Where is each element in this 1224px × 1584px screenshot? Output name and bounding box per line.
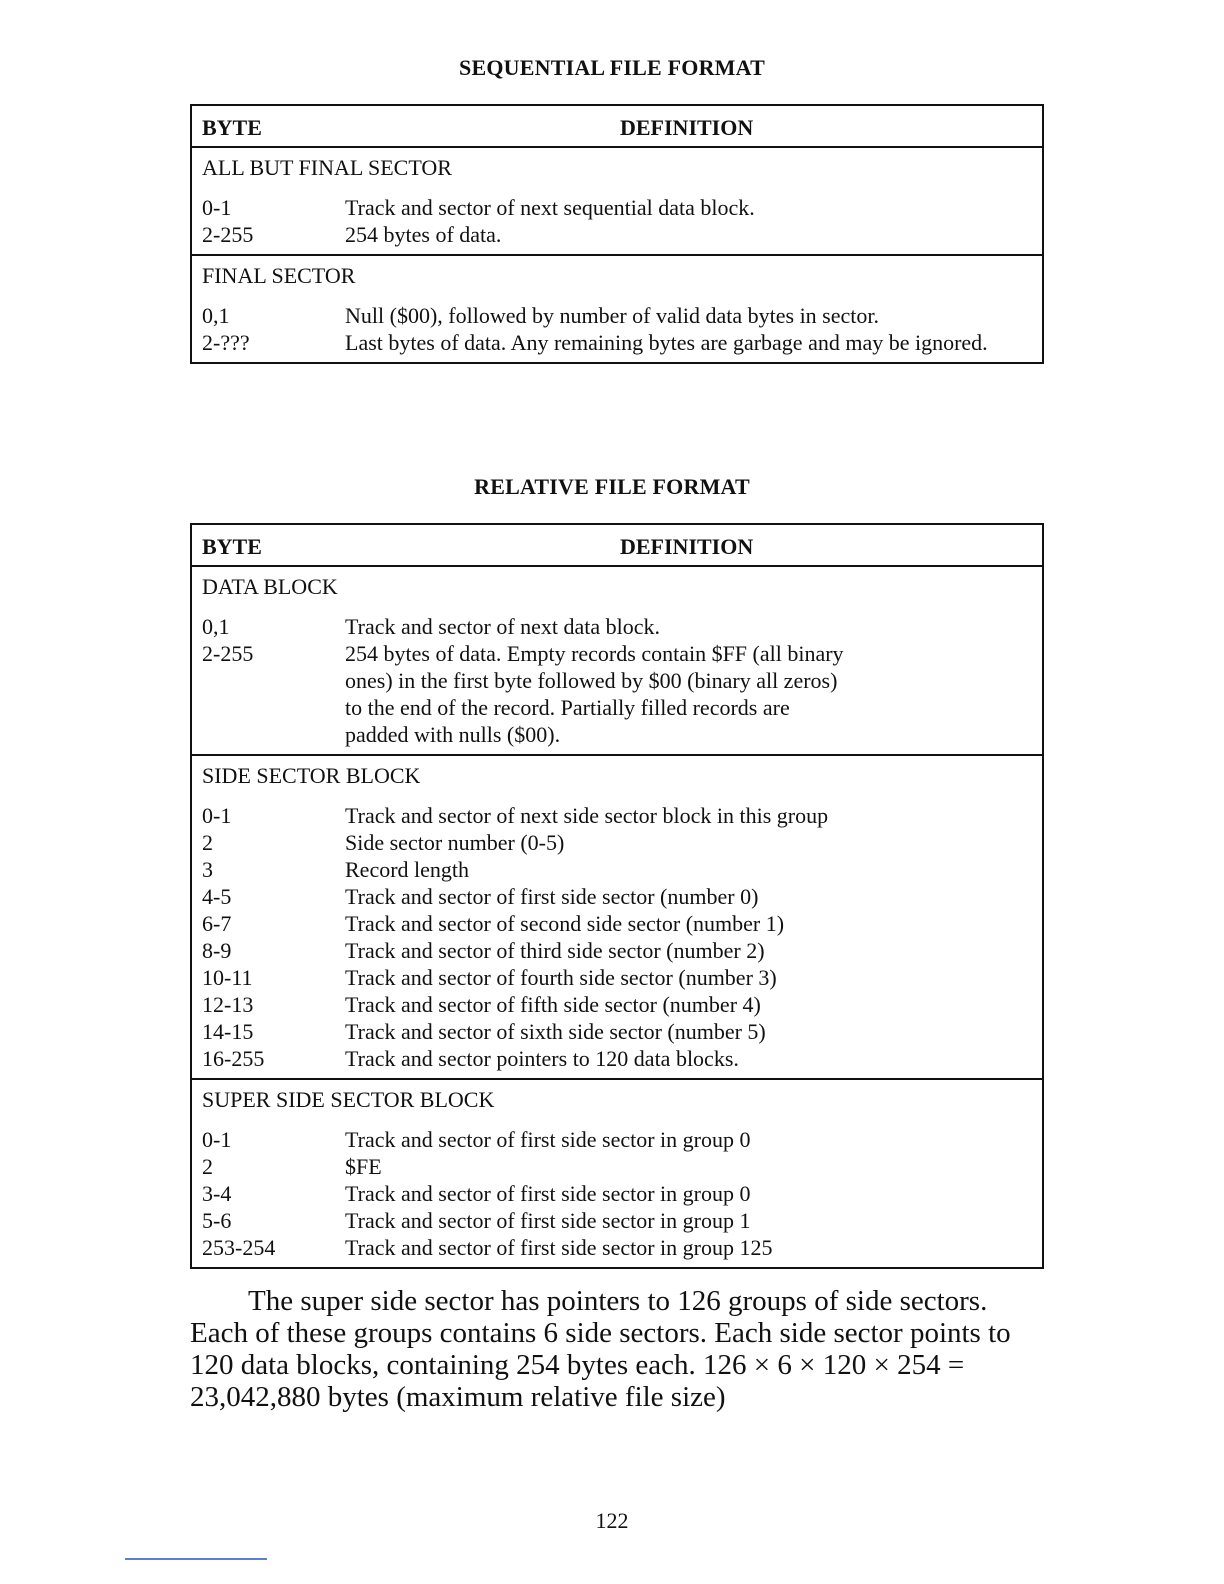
table-row [192,302,1042,329]
table-row [192,1207,1042,1234]
section-title: SIDE SECTOR BLOCK [202,763,421,788]
table-header [192,106,1042,148]
definition-cell: Track and sector pointers to 120 data blocks. [345,1046,739,1071]
byte-cell: 8-9 [202,938,232,963]
table-row [192,829,1042,856]
table-header [192,525,1042,567]
definition-cell: 254 bytes of data. [345,222,502,247]
table-row [192,329,1042,356]
byte-cell: 10-11 [202,965,253,990]
definition-cell: Track and sector of first side sector in group 125 [345,1235,773,1260]
table-row [192,910,1042,937]
relative-format-title: RELATIVE FILE FORMAT [474,474,750,499]
section-title: ALL BUT FINAL SECTOR [202,155,452,180]
definition-cell: Track and sector of fifth side sector (number 4) [345,992,761,1017]
definition-cell: $FE [345,1154,382,1179]
byte-cell: 0,1 [202,614,230,639]
table-row [192,991,1042,1018]
table-row [192,194,1042,221]
table-row [192,802,1042,829]
sequential-format-title: SEQUENTIAL FILE FORMAT [459,55,765,80]
byte-cell: 2 [202,1154,213,1179]
section-title: FINAL SECTOR [202,263,356,288]
definition-cell: 254 bytes of data. Empty records contain $FF (all binary ones) in the first byte followed by $00 (binary all zeros) to the end of the record. Partially filled records are padded with nulls ($00). [345,641,844,747]
body-paragraph: The super side sector has pointers to 126 groups of side sectors. Each of these groups contains 6 side sectors. Each side sector points to 120 data blocks, containing 254 bytes each. 126 × 6 × 120 × 254 = 23,042,880 bytes (maximum relative file size) [190,1285,1011,1413]
table-row [192,964,1042,991]
definition-cell: Track and sector of first side sector in group 0 [345,1181,751,1206]
definition-cell: Track and sector of next data block. [345,614,661,639]
byte-column-header: BYTE [202,115,262,140]
definition-column-header: DEFINITION [620,115,754,140]
byte-column-header: BYTE [202,534,262,559]
definition-cell: Track and sector of third side sector (number 2) [345,938,765,963]
table-row [192,613,1042,640]
section-title: SUPER SIDE SECTOR BLOCK [202,1087,495,1112]
definition-cell: Track and sector of next sequential data block. [345,195,755,220]
table-row [192,883,1042,910]
table-section [192,256,1042,362]
section-title: DATA BLOCK [202,574,338,599]
sequential-format-table [190,104,1044,364]
byte-cell: 16-255 [202,1046,265,1071]
byte-cell: 253-254 [202,1235,276,1260]
definition-cell: Track and sector of first side sector in group 0 [345,1127,751,1152]
byte-cell: 2-??? [202,330,250,355]
table-section [192,756,1042,1080]
definition-cell: Side sector number (0-5) [345,830,565,855]
byte-cell: 0-1 [202,803,232,828]
definition-cell: Track and sector of second side sector (number 1) [345,911,785,936]
table-row [192,640,1042,748]
byte-cell: 4-5 [202,884,232,909]
byte-cell: 0-1 [202,195,232,220]
table-row [192,937,1042,964]
byte-cell: 3-4 [202,1181,232,1206]
definition-cell: Track and sector of fourth side sector (number 3) [345,965,777,990]
table-row [192,1153,1042,1180]
definition-column-header: DEFINITION [620,534,754,559]
scan-artifact-line [125,1558,267,1560]
table-row [192,1180,1042,1207]
byte-cell: 0-1 [202,1127,232,1152]
definition-cell: Track and sector of sixth side sector (number 5) [345,1019,766,1044]
byte-cell: 2 [202,830,213,855]
byte-cell: 2-255 [202,641,254,666]
byte-cell: 5-6 [202,1208,232,1233]
relative-format-table [190,523,1044,1269]
definition-cell: Track and sector of first side sector (number 0) [345,884,759,909]
definition-cell: Track and sector of first side sector in group 1 [345,1208,751,1233]
table-row [192,1126,1042,1153]
byte-cell: 2-255 [202,222,254,247]
definition-cell: Track and sector of next side sector block in this group [345,803,829,828]
byte-cell: 3 [202,857,213,882]
table-row [192,221,1042,248]
byte-cell: 0,1 [202,303,230,328]
table-section [192,148,1042,256]
byte-cell: 6-7 [202,911,232,936]
table-row [192,1018,1042,1045]
table-row [192,856,1042,883]
table-row [192,1045,1042,1072]
byte-cell: 14-15 [202,1019,254,1044]
definition-cell: Record length [345,857,470,882]
definition-cell: Null ($00), followed by number of valid data bytes in sector. [345,303,879,328]
byte-cell: 12-13 [202,992,254,1017]
table-section [192,567,1042,756]
table-row [192,1234,1042,1261]
page-number: 122 [595,1508,629,1533]
table-section [192,1080,1042,1267]
definition-cell: Last bytes of data. Any remaining bytes are garbage and may be ignored. [345,330,988,355]
